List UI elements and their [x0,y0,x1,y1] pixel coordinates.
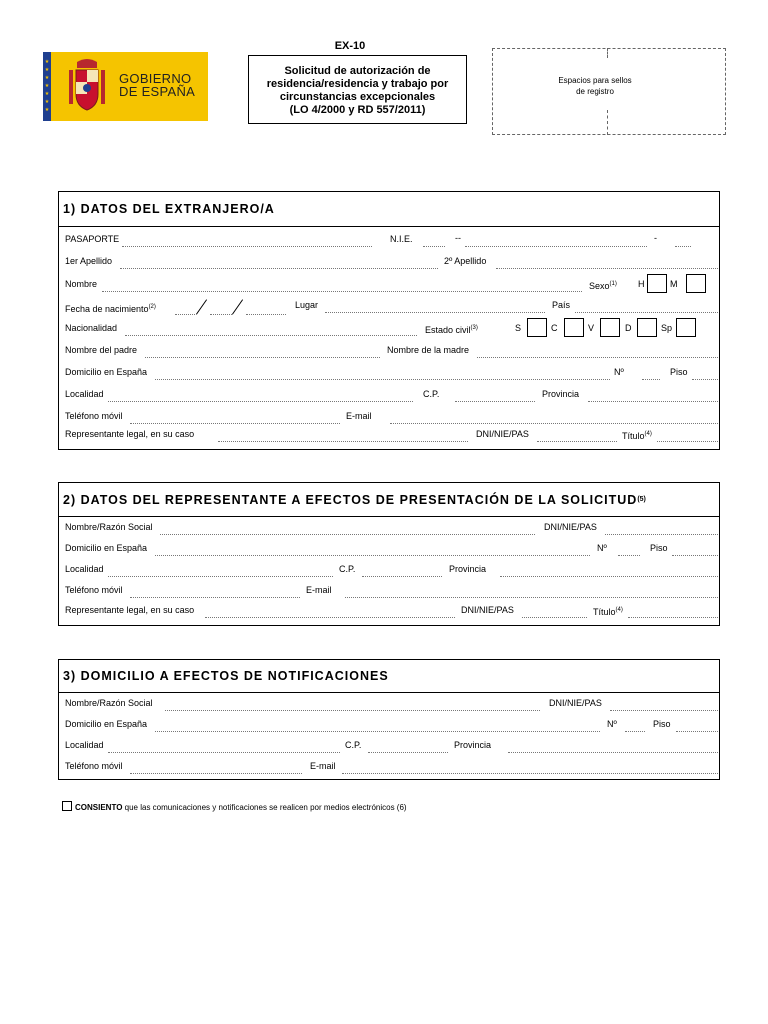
s3-cp-label: C.P. [345,740,362,750]
ec-c-label: C [551,323,558,333]
padre-field[interactable] [145,357,380,358]
s2-telefono-field[interactable] [130,597,300,598]
s2-dni-field[interactable] [605,534,718,535]
form-title-box [248,55,467,124]
s2-num-field[interactable] [618,555,640,556]
section-3-body [58,692,720,780]
representante-label: Representante legal, en su caso [65,429,195,439]
title-line-2: residencia/residencia y trabajo por [266,78,449,90]
s3-nombre-field[interactable] [165,710,540,711]
fecha-dia-field[interactable] [175,314,195,315]
sexo-m-checkbox[interactable] [686,274,706,293]
madre-label: Nombre de la madre [387,345,470,355]
s2-provincia-label: Provincia [449,564,487,574]
sexo-h-checkbox[interactable] [647,274,667,293]
s3-num-field[interactable] [625,731,645,732]
s2-provincia-field[interactable] [500,576,718,577]
representante-field[interactable] [218,441,468,442]
s3-dni-field[interactable] [610,710,718,711]
s2-cp-label: C.P. [339,564,356,574]
s2-email-label: E-mail [306,585,332,595]
nie-separator-1: -- [455,233,461,243]
s2-domicilio-field[interactable] [155,555,590,556]
consent-line [62,801,407,812]
s3-domicilio-field[interactable] [155,731,600,732]
logo-line-1: GOBIERNO [119,71,192,86]
sexo-label [589,279,617,292]
ec-v-label: V [588,323,595,333]
piso-field[interactable] [692,379,718,380]
fecha-text: Fecha de nacimiento [65,304,149,314]
apellido1-label: 1er Apellido [65,256,113,266]
lugar-field[interactable] [325,312,545,313]
s2-nombre-label: Nombre/Razón Social [65,522,153,532]
ec-v-checkbox[interactable] [600,318,620,337]
s2-titulo-ref: (4) [615,607,623,613]
s3-localidad-field[interactable] [108,752,340,753]
s2-piso-field[interactable] [672,555,718,556]
num-field[interactable] [642,379,660,380]
ec-d-checkbox[interactable] [637,318,657,337]
s2-localidad-label: Localidad [65,564,104,574]
section-2-title: 2) DATOS DEL REPRESENTANTE A EFECTOS DE PRESENTACIÓN DE LA SOLICITUD [63,492,638,507]
title-line-1: Solicitud de autorización de [284,65,431,77]
padre-label: Nombre del padre [65,345,138,355]
lugar-label: Lugar [295,300,319,310]
stamp-box-label [520,75,670,97]
localidad-label: Localidad [65,389,104,399]
provincia-label: Provincia [542,389,580,399]
s2-titulo-label [593,605,623,618]
estado-civil-label [425,323,478,336]
dni-label: DNI/NIE/PAS [476,429,529,439]
section-1-header [58,191,720,226]
email-label: E-mail [346,411,372,421]
s3-email-field[interactable] [342,773,718,774]
estado-civil-ref: (3) [470,325,478,331]
nacionalidad-field[interactable] [125,335,417,336]
telefono-label: Teléfono móvil [65,411,123,421]
nacionalidad-label: Nacionalidad [65,323,118,333]
titulo-text: Título [622,431,645,441]
apellido2-field[interactable] [496,268,718,269]
nie-field-2[interactable] [465,246,647,247]
piso-label: Piso [670,367,688,377]
dni-field[interactable] [537,441,617,442]
pasaporte-field[interactable] [122,246,372,247]
title-line-4: (LO 4/2000 y RD 557/2011) [289,104,426,116]
s2-titulo-text: Título [593,607,616,617]
section-1-title: 1) DATOS DEL EXTRANJERO/A [63,202,275,216]
logo-text [119,72,195,98]
s2-cp-field[interactable] [362,576,442,577]
s2-titulo-field[interactable] [628,617,718,618]
s3-email-label: E-mail [310,761,336,771]
num-label: Nº [614,367,624,377]
s2-num-label: Nº [597,543,607,553]
pais-label: País [552,300,571,310]
ec-sp-label: Sp [661,323,673,333]
sexo-h-label: H [638,279,645,289]
eu-stars-icon: ★ ★ ★ ★ ★ ★ ★ [44,59,50,113]
s3-dni-label: DNI/NIE/PAS [549,698,602,708]
ec-d-label: D [625,323,632,333]
sexo-ref: (1) [609,281,617,287]
s3-num-label: Nº [607,719,617,729]
coat-of-arms-icon [67,58,107,114]
consent-checkbox[interactable] [62,801,72,811]
nie-field-1[interactable] [423,246,445,247]
stamp-label-line-1: Espacios para sellos [558,76,632,85]
pais-field[interactable] [575,312,718,313]
fecha-mes-field[interactable] [210,314,232,315]
nombre-label: Nombre [65,279,98,289]
s3-provincia-field[interactable] [508,752,718,753]
ec-s-checkbox[interactable] [527,318,547,337]
section-2-header [58,482,720,516]
s2-dni2-field[interactable] [522,617,587,618]
ec-s-label: S [515,323,522,333]
s2-localidad-field[interactable] [108,576,333,577]
gobierno-de-espana-logo [43,52,208,121]
domicilio-label: Domicilio en España [65,367,148,377]
nombre-field[interactable] [102,291,582,292]
s3-telefono-field[interactable] [130,773,302,774]
sexo-m-label: M [670,279,678,289]
provincia-field[interactable] [588,401,718,402]
s3-telefono-label: Teléfono móvil [65,761,123,771]
s2-telefono-label: Teléfono móvil [65,585,123,595]
s3-piso-label: Piso [653,719,671,729]
form-code: EX-10 [334,40,366,52]
logo-line-2: DE ESPAÑA [119,84,196,99]
s2-dni2-label: DNI/NIE/PAS [461,605,514,615]
localidad-field[interactable] [108,401,413,402]
s2-email-field[interactable] [345,597,718,598]
s3-provincia-label: Provincia [454,740,492,750]
cp-label: C.P. [423,389,440,399]
s2-domicilio-label: Domicilio en España [65,543,148,553]
nie-separator-2: - [654,233,657,243]
sexo-text: Sexo [589,281,610,291]
s2-representante-field[interactable] [205,617,455,618]
estado-civil-text: Estado civil [425,325,471,335]
s2-piso-label: Piso [650,543,668,553]
titulo-field[interactable] [657,441,718,442]
apellido2-label: 2º Apellido [444,256,487,266]
title-line-3: circunstancias excepcionales [279,91,436,103]
s2-representante-label: Representante legal, en su caso [65,605,195,615]
fecha-ref: (2) [148,304,156,310]
pasaporte-label: PASAPORTE [65,234,120,244]
section-1-body [58,226,720,450]
stamp-box-divider [607,110,608,135]
ec-c-checkbox[interactable] [564,318,584,337]
titulo-label [622,429,652,442]
s3-cp-field[interactable] [368,752,448,753]
s3-domicilio-label: Domicilio en España [65,719,148,729]
stamp-box-divider [607,48,608,58]
madre-field[interactable] [477,357,718,358]
s2-dni-label: DNI/NIE/PAS [544,522,597,532]
fecha-nacimiento-label [65,302,156,315]
section-3-header [58,659,720,692]
nie-label: N.I.E. [390,234,413,244]
telefono-field[interactable] [130,423,340,424]
s2-nombre-field[interactable] [160,534,535,535]
ec-sp-checkbox[interactable] [676,318,696,337]
titulo-ref: (4) [644,431,652,437]
apellido1-field[interactable] [120,268,438,269]
stamp-label-line-2: de registro [576,87,614,96]
section-2-ref: (5) [637,496,646,503]
nie-field-3[interactable] [675,246,691,247]
consent-text: que las comunicaciones y notificaciones se realicen por medios electrónicos (6) [122,803,407,812]
s3-localidad-label: Localidad [65,740,104,750]
email-field[interactable] [390,423,718,424]
s3-piso-field[interactable] [676,731,718,732]
cp-field[interactable] [455,401,535,402]
domicilio-field[interactable] [155,379,610,380]
s3-nombre-label: Nombre/Razón Social [65,698,153,708]
section-3-title: 3) DOMICILIO A EFECTOS DE NOTIFICACIONES [63,669,389,683]
consent-bold: CONSIENTO [75,803,123,812]
fecha-anio-field[interactable] [246,314,286,315]
